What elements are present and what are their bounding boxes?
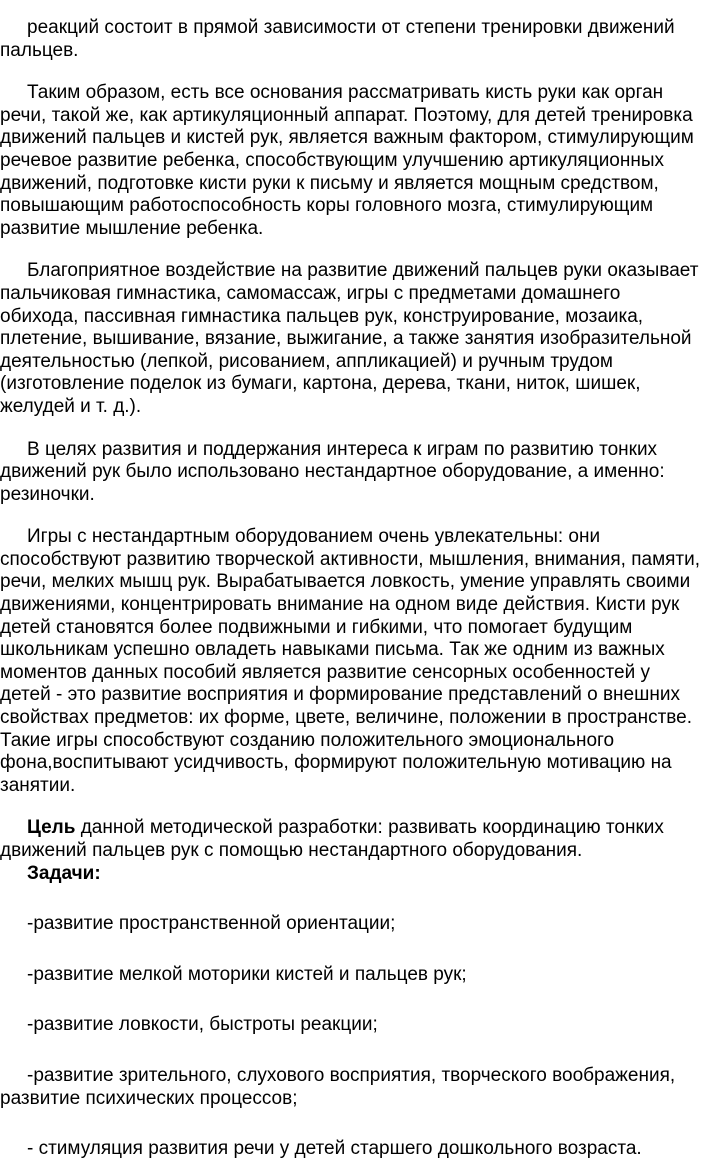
goal-text: данной методической разработки: развивать координацию тонких движений пальцев рук с помощью нестандартного оборудования. — [0, 817, 664, 861]
task-item-5: - стимуляция развития речи у детей старшего дошкольного возраста. — [27, 1138, 642, 1160]
paragraph-4: В целях развития и поддержания интереса к играм по развитию тонких движений рук было использовано нестандартное оборудование, а именно: резиночки. — [0, 438, 665, 505]
spacer — [0, 885, 704, 913]
document-page — [0, 17, 704, 1161]
spacer — [0, 986, 704, 1014]
spacer — [0, 62, 704, 82]
spacer — [0, 506, 704, 526]
spacer — [0, 240, 704, 260]
task-item-2: -развитие мелкой моторики кистей и пальцев рук; — [27, 963, 467, 985]
paragraph-2: Таким образом, есть все основания рассматривать кисть руки как орган речи, такой же, как артикуляционный аппарат. Поэтому, для детей тренировка движений пальцев и кистей рук, является важным фактором, стимулирующим речевое развитие ребенка, способствующим улучшению артикуляционных движений, подготовке кисти руки к письму и является мощным средством, повышающим работоспособность коры головного мозга, стимулирующим развитие мышление ребенка. — [0, 82, 694, 239]
task-item-4: -развитие зрительного, слухового восприятия, творческого воображения, развитие психических процессов; — [0, 1064, 676, 1109]
spacer — [0, 419, 704, 439]
spacer — [0, 936, 704, 964]
task-item-1: -развитие пространственной ориентации; — [27, 913, 396, 935]
tasks-heading: Задачи: — [27, 862, 101, 884]
task-item-3: -развитие ловкости, быстроты реакции; — [27, 1014, 378, 1036]
paragraph-1: реакций состоит в прямой зависимости от степени тренировки движений пальцев. — [0, 17, 675, 61]
paragraph-5: Игры с нестандартным оборудованием очень увлекательны: они способствуют развитию творческой активности, мышления, внимания, памяти, речи, мелких мышц рук. Вырабатывается ловкость, умение управлять своими движениями, концентрировать внимание на одном виде действия. Кисти рук детей становятся более подвижными и гибкими, что помогает будущим школьникам успешно овладеть навыками письма. Так же одним из важных моментов данных пособий является развитие сенсорных особенностей у детей - это развитие восприятия и формирование представлений о внешних свойствах предметов: их форме, цвете, величине, положении в пространстве. Такие игры способствуют созданию положительного эмоционального фона,воспитывают усидчивость, формируют положительную мотивацию на занятии. — [0, 526, 701, 796]
spacer — [0, 1110, 704, 1138]
spacer — [0, 797, 704, 817]
goal-paragraph — [0, 817, 704, 862]
paragraph-3: Благоприятное воздействие на развитие движений пальцев руки оказывает пальчиковая гимнастика, самомассаж, игры с предметами домашнего обихода, пассивная гимнастика пальцев рук, конструирование, мозаика, плетение, вышивание, вязание, выжигание, а также занятия изобразительной деятельностью (лепкой, рисованием, аппликацией) и ручным трудом (изготовление поделок из бумаги, картона, дерева, ткани, ниток, шишек, желудей и т. д.). — [0, 260, 699, 417]
spacer — [0, 1037, 704, 1065]
goal-label: Цель — [27, 817, 76, 839]
